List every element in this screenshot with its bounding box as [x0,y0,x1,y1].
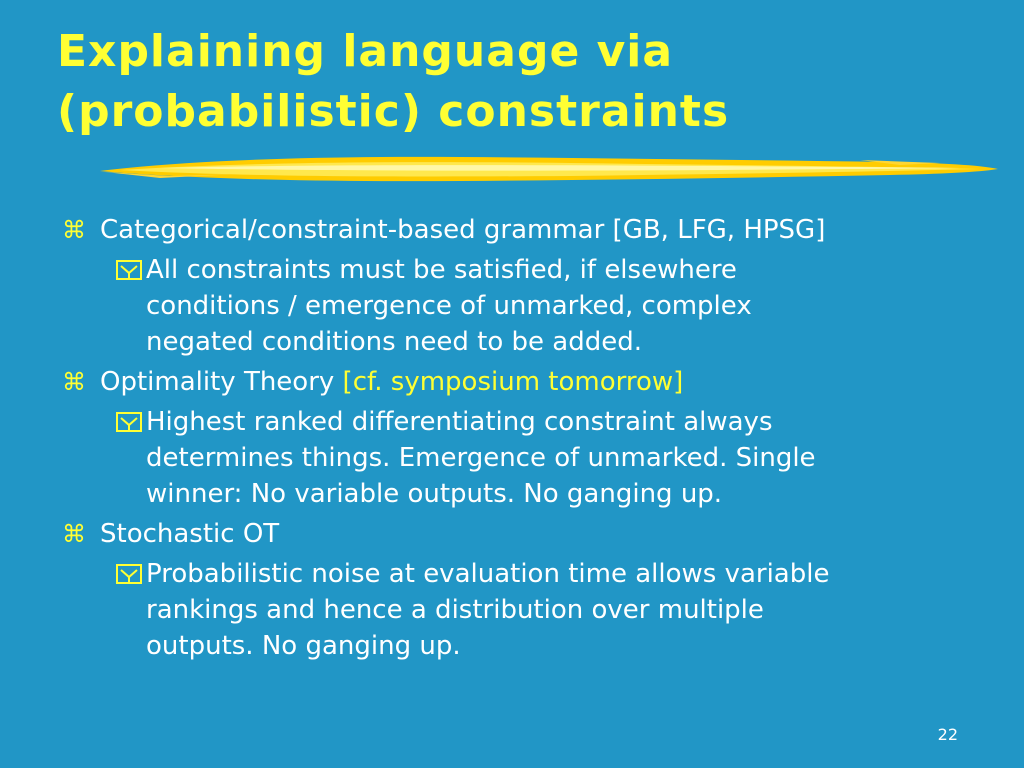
slide-title-line-2: (probabilistic) constraints [57,86,730,137]
bullet-text: Stochastic OT [100,519,280,549]
sub-bullet-line: All constraints must be satisfied, if elsewhere [146,255,737,285]
sub-bullet-line: rankings and hence a distribution over multiple [146,595,764,625]
bullet-item-stochastic-ot [62,516,992,552]
sub-bullet-line: Highest ranked differentiating constraint always [146,407,773,437]
sub-bullet-line: conditions / emergence of unmarked, complex [146,291,752,321]
slide-title [57,22,997,142]
bullet-item-optimality-theory [62,364,992,400]
sub-bullet-line: outputs. No ganging up. [146,631,461,661]
bullet-text: Categorical/constraint-based grammar [GB, LFG, HPSG] [100,215,826,245]
sub-bullet-item-highest-ranked [62,404,992,512]
checked-box-icon [116,260,142,280]
checked-box-icon [116,564,142,584]
bullet-text: Optimality Theory [100,367,343,397]
command-key-icon: ⌘ [62,216,86,244]
bullet-item-categorical-grammar [62,212,992,248]
slide-title-line-1: Explaining language via [57,26,674,77]
command-key-icon: ⌘ [62,520,86,548]
sub-bullet-line: Probabilistic noise at evaluation time allows variable [146,559,830,589]
title-underline-brush-stroke [100,150,1000,190]
slide-body [62,208,992,664]
sub-bullet-line: winner: No variable outputs. No ganging up. [146,479,723,509]
sub-bullet-line: negated conditions need to be added. [146,327,642,357]
checked-box-icon [116,412,142,432]
sub-bullet-line: determines things. Emergence of unmarked. Single [146,443,816,473]
page-number: 22 [937,725,958,744]
sub-bullet-item-probabilistic-noise [62,556,992,664]
command-key-icon: ⌘ [62,368,86,396]
bullet-highlight-note: [cf. symposium tomorrow] [342,367,684,397]
sub-bullet-item-all-constraints [62,252,992,360]
